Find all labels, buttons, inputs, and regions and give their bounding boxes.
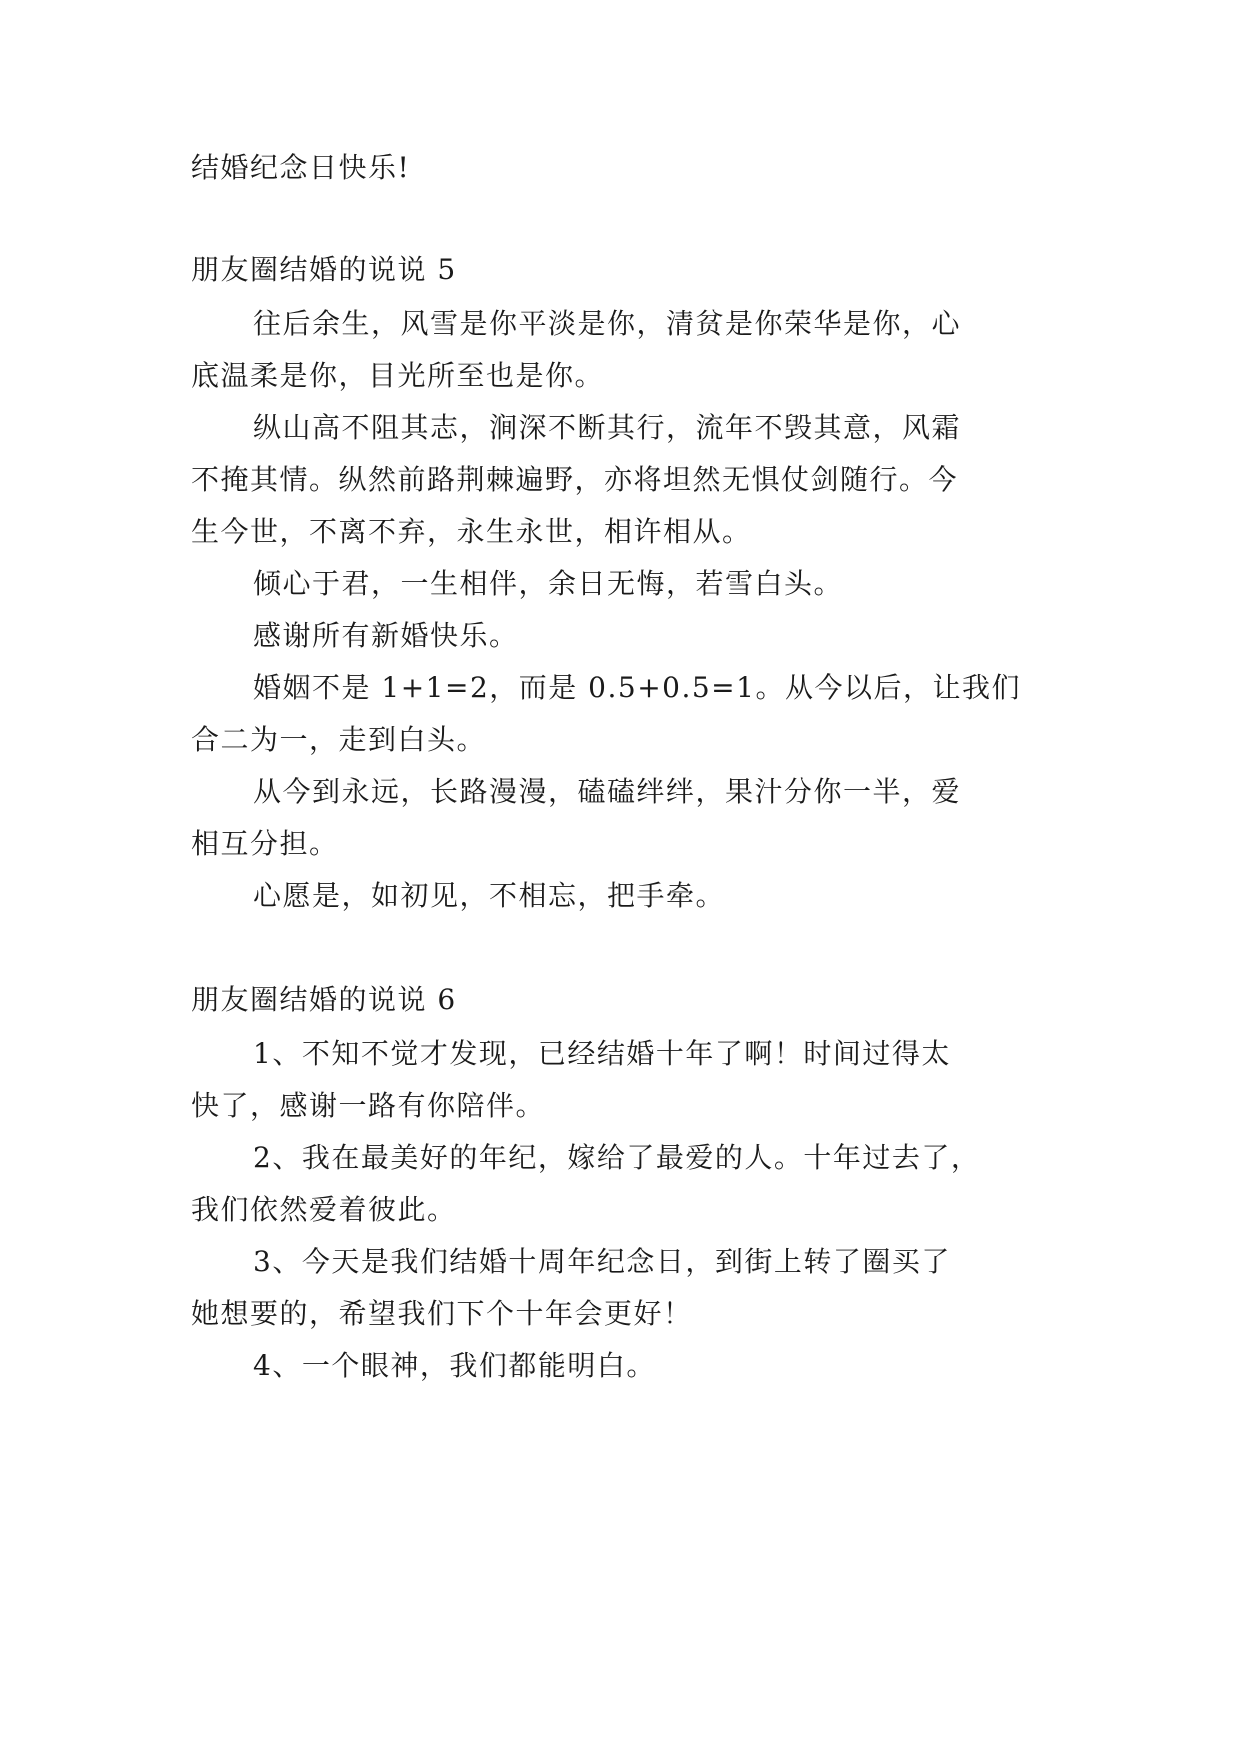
paragraph-line: 往后余生，风雪是你平淡是你，清贫是你荣华是你，心 <box>253 307 962 340</box>
paragraph-line: 1、不知不觉才发现，已经结婚十年了啊！时间过得太 <box>253 1037 951 1070</box>
paragraph-line: 4、一个眼神，我们都能明白。 <box>253 1349 656 1382</box>
paragraph-line: 底温柔是你，目光所至也是你。 <box>191 359 605 392</box>
section-heading: 朋友圈结婚的说说 5 <box>191 253 457 286</box>
paragraph-line: 相互分担。 <box>191 827 339 860</box>
paragraph-line: 她想要的，希望我们下个十年会更好！ <box>191 1297 693 1330</box>
paragraph-line: 纵山高不阻其志，涧深不断其行，流年不毁其意，风霜 <box>253 411 962 444</box>
paragraph-line: 合二为一，走到白头。 <box>191 723 487 756</box>
section-heading: 朋友圈结婚的说说 6 <box>191 983 457 1016</box>
paragraph-line: 感谢所有新婚快乐。 <box>253 619 519 652</box>
paragraph-line: 我们依然爱着彼此。 <box>191 1193 457 1226</box>
paragraph-line: 倾心于君，一生相伴，余日无悔，若雪白头。 <box>253 567 844 600</box>
paragraph-line: 婚姻不是 1+1=2，而是 0.5+0.5=1。从今以后，让我们 <box>253 671 1021 704</box>
paragraph-line: 心愿是，如初见，不相忘，把手牵。 <box>253 879 726 912</box>
paragraph-line: 3、今天是我们结婚十周年纪念日，到街上转了圈买了 <box>253 1245 951 1278</box>
paragraph-line: 快了，感谢一路有你陪伴。 <box>191 1089 546 1122</box>
paragraph-line: 不掩其情。纵然前路荆棘遍野，亦将坦然无惧仗剑随行。今 <box>191 463 959 496</box>
opening-line: 结婚纪念日快乐! <box>191 151 411 184</box>
paragraph-line: 2、我在最美好的年纪，嫁给了最爱的人。十年过去了， <box>253 1141 981 1174</box>
paragraph-line: 生今世，不离不弃，永生永世，相许相从。 <box>191 515 752 548</box>
paragraph-line: 从今到永远，长路漫漫，磕磕绊绊，果汁分你一半，爱 <box>253 775 962 808</box>
